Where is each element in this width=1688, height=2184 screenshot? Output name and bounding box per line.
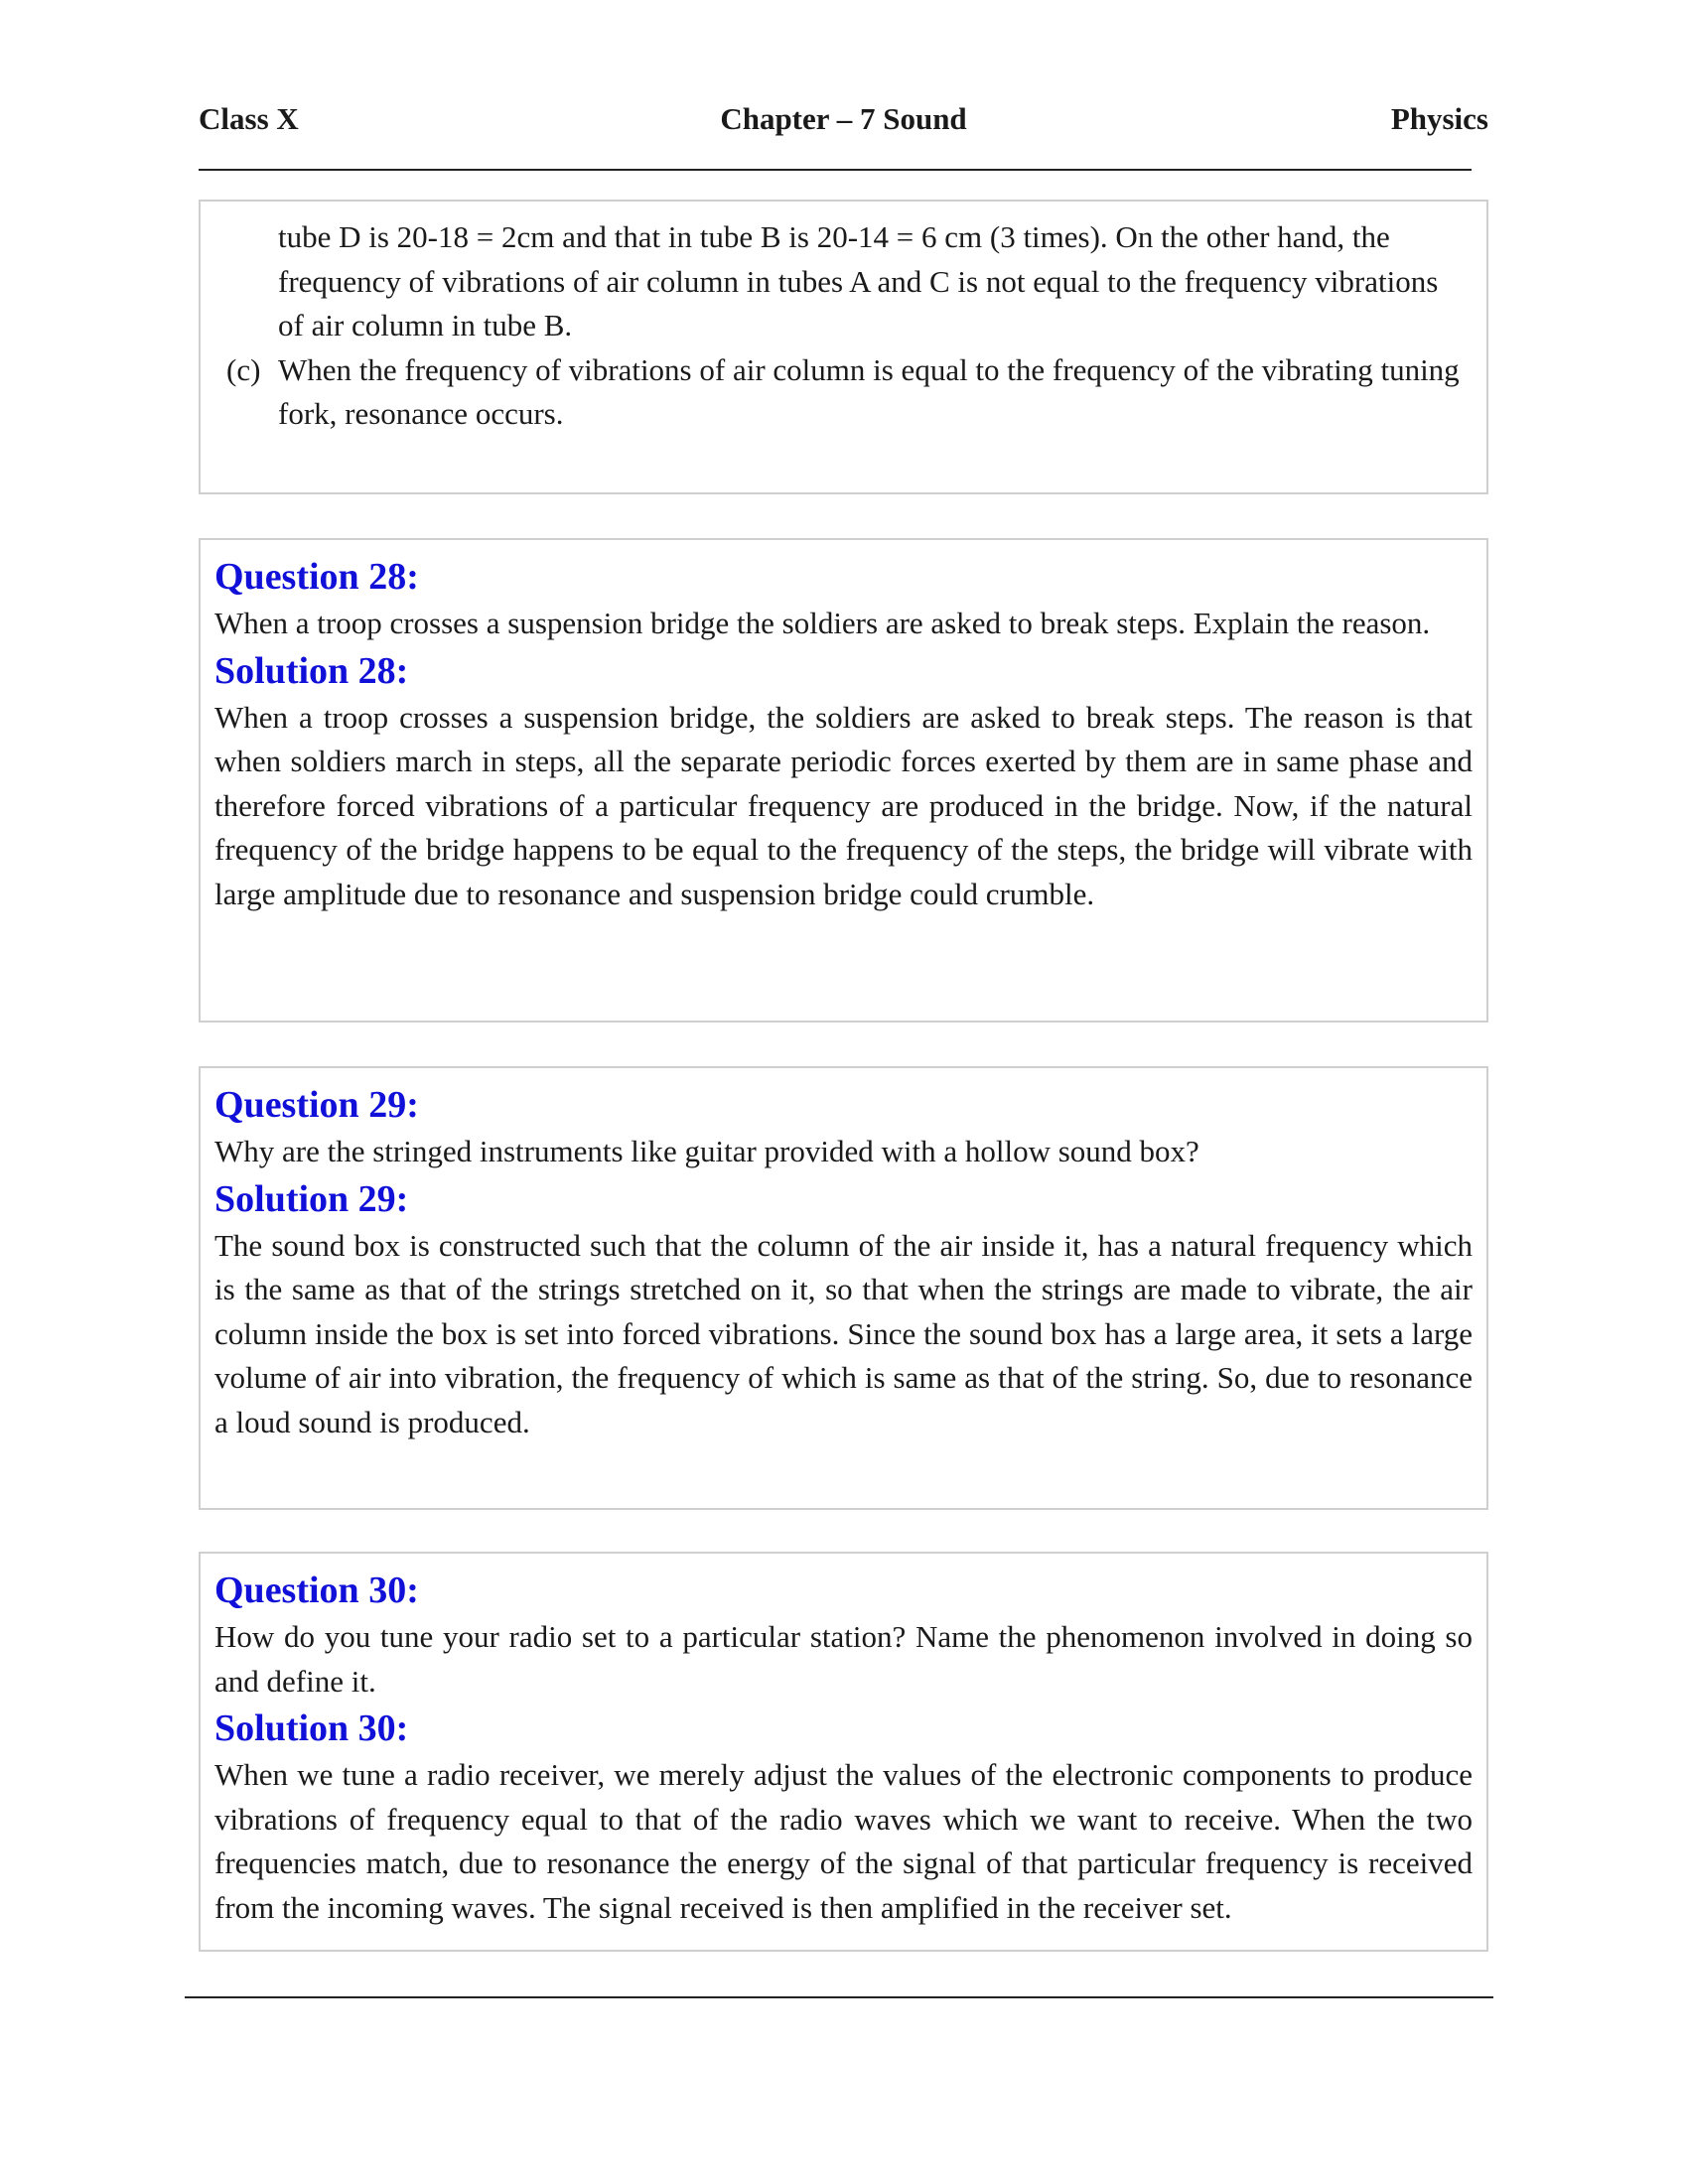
question-heading: Question 29:: [214, 1084, 419, 1126]
question-heading: Question 28:: [214, 556, 419, 598]
header-divider: [199, 169, 1472, 171]
chapter-title: Chapter – 7 Sound: [720, 101, 967, 136]
qa-box-28: [199, 538, 1488, 1023]
qa-box-30: [199, 1552, 1488, 1952]
solution-heading: Solution 29:: [214, 1177, 409, 1220]
list-item-c: [226, 348, 1469, 437]
continuation-paragraph: tube D is 20-18 = 2cm and that in tube B is 20-14 = 6 cm (3 times). On the other hand, the frequency of vibrations of air column in tubes A and C is not equal to the frequency vibrations of air column in tube B.: [278, 219, 1439, 342]
solution-heading: Solution 28:: [214, 649, 409, 692]
footer-divider: [185, 1996, 1493, 1998]
qa-box-29: [199, 1066, 1488, 1510]
question-text: Why are the stringed instruments like guitar provided with a hollow sound box?: [214, 1134, 1199, 1168]
list-item-text: When the frequency of vibrations of air column is equal to the frequency of the vibrating tuning fork, resonance occurs.: [278, 351, 1460, 431]
class-label: Class X: [199, 101, 299, 136]
question-heading: Question 30:: [214, 1570, 419, 1611]
question-text: When a troop crosses a suspension bridge the soldiers are asked to break steps. Explain the reason.: [214, 606, 1431, 640]
solution-text: The sound box is constructed such that the column of the air inside it, has a natural frequency which is the same as that of the strings stretched on it, so that when the strings are made to vibrate, the air column inside the box is set into forced vibrations. Since the sound box has a large area, it sets a large volume of air into vibration, the frequency of which is same as that of the string. So, due to resonance a loud sound is produced.: [214, 1227, 1473, 1439]
list-marker: (c): [226, 351, 261, 387]
question-text: How do you tune your radio set to a particular station? Name the phenomenon involved in doing so and define it.: [214, 1619, 1473, 1699]
subject-label: Physics: [1390, 101, 1488, 136]
solution-text: When a troop crosses a suspension bridge, the soldiers are asked to break steps. The reason is that when soldiers march in steps, all the separate periodic forces exerted by them are in same phase and therefore forced vibrations of a particular frequency are produced in the bridge. Now, if the natural frequency of the bridge happens to be equal to the frequency of the steps, the bridge will vibrate with large amplitude due to resonance and suspension bridge could crumble.: [214, 699, 1473, 911]
continuation-box: [199, 200, 1488, 494]
solution-heading: Solution 30:: [214, 1707, 409, 1749]
solution-text: When we tune a radio receiver, we merely adjust the values of the electronic components to produce vibrations of frequency equal to that of the radio waves which we want to receive. When the two frequencies match, due to resonance the energy of the signal of that particular frequency is received from the incoming waves. The signal received is then amplified in the receiver set.: [214, 1757, 1473, 1925]
page-header: [199, 97, 1488, 141]
